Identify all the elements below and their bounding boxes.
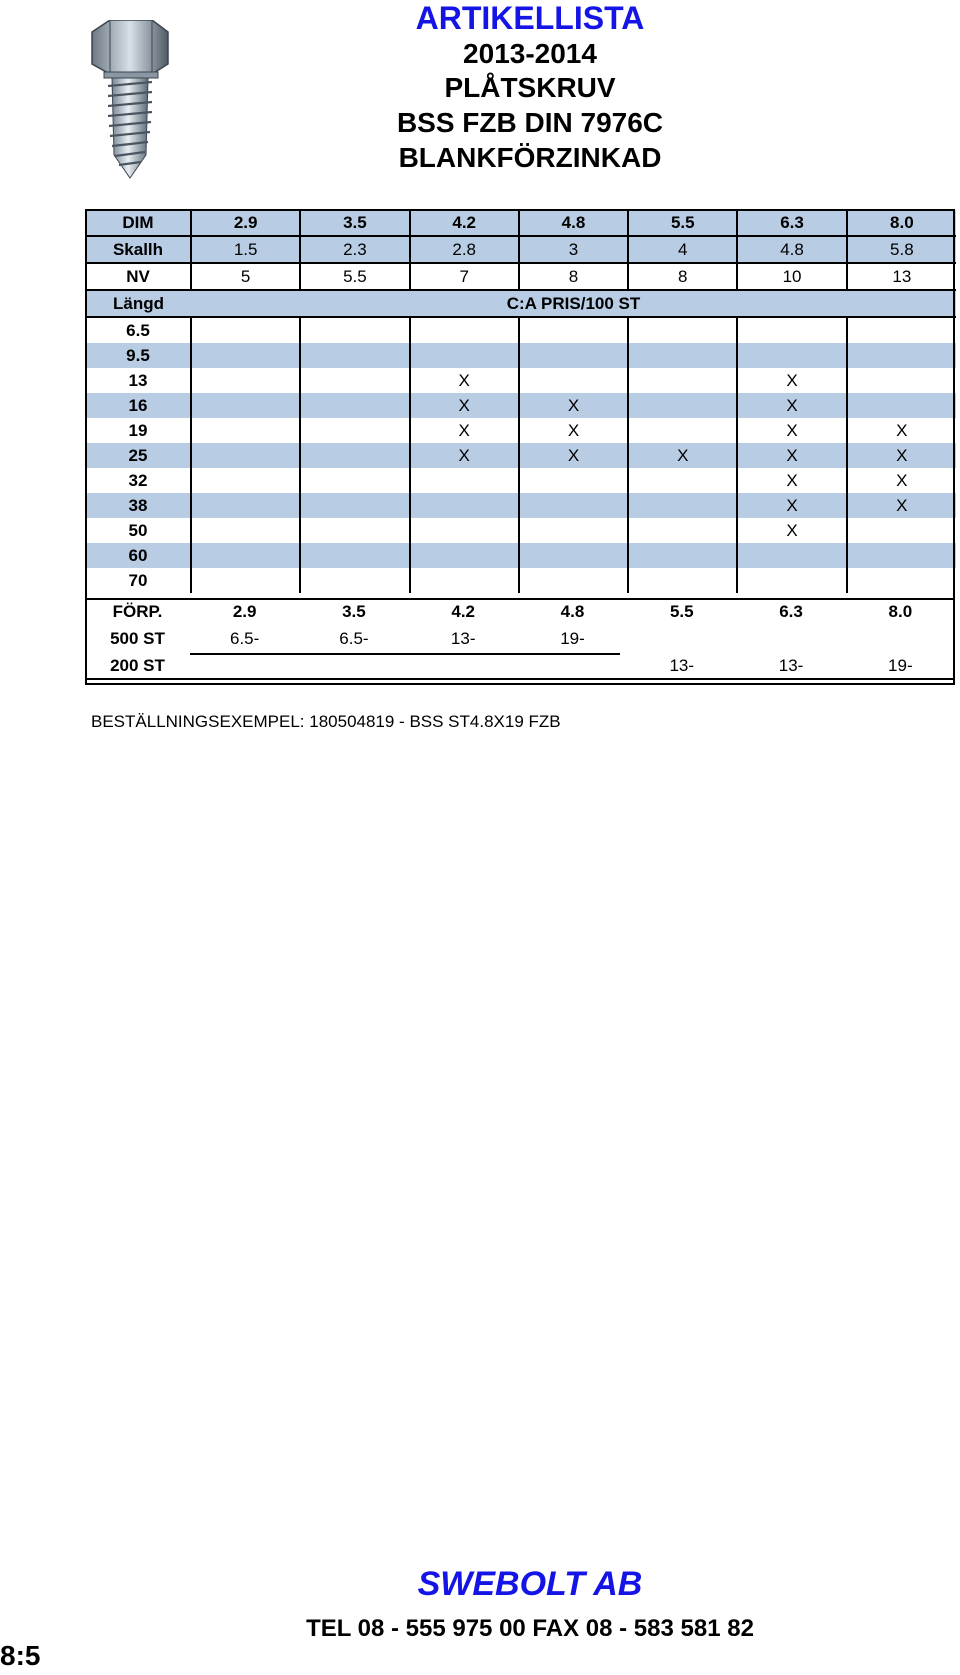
- packaging-header-row: [85, 598, 955, 625]
- availability-cell: [847, 368, 956, 393]
- availability-cell: [847, 543, 956, 568]
- packaging-cell: [190, 652, 299, 679]
- availability-cell: X: [410, 443, 519, 468]
- availability-cell: [300, 393, 409, 418]
- langd-label: Längd: [86, 290, 191, 317]
- availability-cell: [191, 468, 300, 493]
- availability-cell: [628, 468, 737, 493]
- availability-cell: [847, 393, 956, 418]
- availability-cell: [191, 317, 300, 343]
- nv-cell: 8: [628, 263, 737, 290]
- availability-cell: [519, 543, 628, 568]
- packaging-cell: 6.5-: [229, 628, 260, 648]
- length-label: 60: [86, 543, 191, 568]
- length-label: 6.5: [86, 317, 191, 343]
- header-standard: BSS FZB DIN 7976C: [396, 107, 664, 138]
- availability-cell: [628, 493, 737, 518]
- packaging-qty-200: 200 ST: [110, 655, 165, 675]
- skallh-cell: 5.8: [847, 236, 956, 263]
- availability-cell: [628, 317, 737, 343]
- dim-row: [86, 210, 956, 236]
- packaging-row-500: [85, 625, 955, 652]
- length-label: 13: [86, 368, 191, 393]
- availability-cell: X: [847, 418, 956, 443]
- length-row: [86, 393, 956, 418]
- length-label: 19: [86, 418, 191, 443]
- packaging-dim: 3.5: [342, 601, 366, 621]
- availability-cell: X: [737, 443, 846, 468]
- dim-cell: 3.5: [300, 210, 409, 236]
- nv-cell: 10: [737, 263, 846, 290]
- dim-cell: 5.5: [628, 210, 737, 236]
- availability-cell: [628, 418, 737, 443]
- skallh-cell: 2.3: [300, 236, 409, 263]
- packaging-dim: 4.2: [451, 601, 476, 621]
- availability-cell: [191, 493, 300, 518]
- packaging-dim: 8.0: [888, 601, 913, 621]
- availability-cell: [628, 343, 737, 368]
- order-example: BESTÄLLNINGSEXEMPEL: 180504819 - BSS ST4.8X19 FZB: [91, 712, 561, 731]
- length-label: 50: [86, 518, 191, 543]
- length-label: 70: [86, 568, 191, 593]
- availability-cell: [300, 418, 409, 443]
- availability-cell: [410, 518, 519, 543]
- length-row: [86, 368, 956, 393]
- availability-cell: X: [737, 393, 846, 418]
- availability-cell: [191, 393, 300, 418]
- length-label: 16: [86, 393, 191, 418]
- availability-cell: [737, 543, 846, 568]
- availability-cell: [300, 543, 409, 568]
- packaging-cell: 19-: [888, 655, 913, 675]
- packaging-cell: 19-: [560, 628, 585, 648]
- availability-cell: [737, 317, 846, 343]
- availability-cell: [300, 518, 409, 543]
- availability-cell: [410, 317, 519, 343]
- availability-cell: [519, 343, 628, 368]
- langd-row: [86, 290, 956, 317]
- skallh-cell: 3: [519, 236, 628, 263]
- packaging-cell: [627, 625, 736, 652]
- availability-cell: X: [519, 443, 628, 468]
- skallh-label: Skallh: [86, 236, 191, 263]
- packaging-divider: [190, 653, 620, 655]
- availability-cell: [300, 317, 409, 343]
- nv-cell: 5: [191, 263, 300, 290]
- availability-cell: [737, 568, 846, 593]
- availability-cell: X: [737, 493, 846, 518]
- nv-row: [86, 263, 956, 290]
- availability-cell: [191, 368, 300, 393]
- availability-cell: [519, 518, 628, 543]
- packaging-cell: [846, 625, 955, 652]
- packaging-cell: 6.5-: [339, 628, 369, 648]
- length-row: [86, 543, 956, 568]
- availability-cell: [300, 443, 409, 468]
- packaging-label: FÖRP.: [112, 601, 163, 621]
- contact-line: TEL 08 - 555 975 00 FAX 08 - 583 581 82: [306, 1615, 754, 1642]
- nv-cell: 5.5: [300, 263, 409, 290]
- availability-cell: X: [410, 368, 519, 393]
- length-row: [86, 568, 956, 593]
- availability-cell: [300, 493, 409, 518]
- availability-cell: [519, 468, 628, 493]
- product-table: [86, 210, 956, 593]
- availability-cell: X: [410, 418, 519, 443]
- availability-cell: X: [737, 368, 846, 393]
- nv-cell: 13: [847, 263, 956, 290]
- length-row: [86, 343, 956, 368]
- nv-label: NV: [86, 263, 191, 290]
- availability-cell: [519, 493, 628, 518]
- length-row: [86, 443, 956, 468]
- availability-cell: [300, 568, 409, 593]
- dim-cell: 6.3: [737, 210, 846, 236]
- screw-image: [80, 20, 180, 185]
- page-number: 8:5: [0, 1640, 41, 1671]
- availability-cell: [300, 343, 409, 368]
- dim-cell: 8.0: [847, 210, 956, 236]
- packaging-qty-500: 500 ST: [110, 628, 165, 648]
- availability-cell: X: [847, 493, 956, 518]
- nv-cell: 7: [410, 263, 519, 290]
- availability-cell: [191, 568, 300, 593]
- header-finish: BLANKFÖRZINKAD: [398, 142, 662, 173]
- dim-cell: 4.2: [410, 210, 519, 236]
- skallh-cell: 2.8: [410, 236, 519, 263]
- availability-cell: [300, 368, 409, 393]
- header-product: PLÅTSKRUV: [444, 72, 616, 103]
- availability-cell: [847, 568, 956, 593]
- length-row: [86, 518, 956, 543]
- page-title: ARTIKELLISTA: [415, 0, 645, 36]
- packaging-cell: [736, 625, 845, 652]
- availability-cell: [847, 317, 956, 343]
- availability-cell: [410, 543, 519, 568]
- availability-cell: [847, 343, 956, 368]
- packaging-cell: [299, 652, 408, 679]
- availability-cell: X: [410, 393, 519, 418]
- availability-cell: [410, 468, 519, 493]
- availability-cell: [628, 518, 737, 543]
- length-row: [86, 418, 956, 443]
- packaging-dim: 2.9: [232, 601, 257, 621]
- availability-cell: [191, 443, 300, 468]
- dim-label: DIM: [86, 210, 191, 236]
- availability-cell: [300, 468, 409, 493]
- availability-cell: [628, 368, 737, 393]
- length-label: 32: [86, 468, 191, 493]
- packaging-cell: 13-: [450, 628, 476, 648]
- packaging-table: [85, 598, 955, 679]
- availability-cell: X: [519, 393, 628, 418]
- header-year: 2013-2014: [463, 38, 597, 69]
- length-label: 9.5: [86, 343, 191, 368]
- packaging-row-200: [85, 652, 955, 679]
- availability-cell: X: [847, 443, 956, 468]
- packaging-cell: 13-: [778, 655, 804, 675]
- availability-cell: [847, 518, 956, 543]
- availability-cell: [628, 393, 737, 418]
- availability-cell: X: [737, 418, 846, 443]
- availability-cell: [191, 343, 300, 368]
- packaging-cell: 13-: [669, 655, 695, 675]
- skallh-cell: 4: [628, 236, 737, 263]
- availability-cell: X: [519, 418, 628, 443]
- availability-cell: [410, 493, 519, 518]
- packaging-dim: 4.8: [560, 601, 585, 621]
- skallh-cell: 1.5: [191, 236, 300, 263]
- length-row: [86, 317, 956, 343]
- packaging-dim: 6.3: [779, 601, 803, 621]
- length-label: 38: [86, 493, 191, 518]
- packaging-cell: [518, 652, 627, 679]
- availability-cell: [519, 568, 628, 593]
- company-name: SWEBOLT AB: [417, 1565, 643, 1603]
- availability-cell: [628, 543, 737, 568]
- packaging-cell: [409, 652, 518, 679]
- dim-cell: 4.8: [519, 210, 628, 236]
- availability-cell: [737, 343, 846, 368]
- length-row: [86, 468, 956, 493]
- availability-cell: [628, 568, 737, 593]
- availability-cell: [191, 543, 300, 568]
- availability-cell: [519, 317, 628, 343]
- availability-cell: X: [628, 443, 737, 468]
- packaging-dim: 5.5: [669, 601, 694, 621]
- availability-cell: X: [737, 468, 846, 493]
- availability-cell: [519, 368, 628, 393]
- availability-cell: [191, 418, 300, 443]
- length-label: 25: [86, 443, 191, 468]
- availability-cell: [410, 343, 519, 368]
- availability-cell: X: [737, 518, 846, 543]
- dim-cell: 2.9: [191, 210, 300, 236]
- nv-cell: 8: [519, 263, 628, 290]
- skallh-row: [86, 236, 956, 263]
- skallh-cell: 4.8: [737, 236, 846, 263]
- availability-cell: X: [847, 468, 956, 493]
- availability-cell: [191, 518, 300, 543]
- length-row: [86, 493, 956, 518]
- price-label: C:A PRIS/100 ST: [191, 290, 956, 317]
- availability-cell: [410, 568, 519, 593]
